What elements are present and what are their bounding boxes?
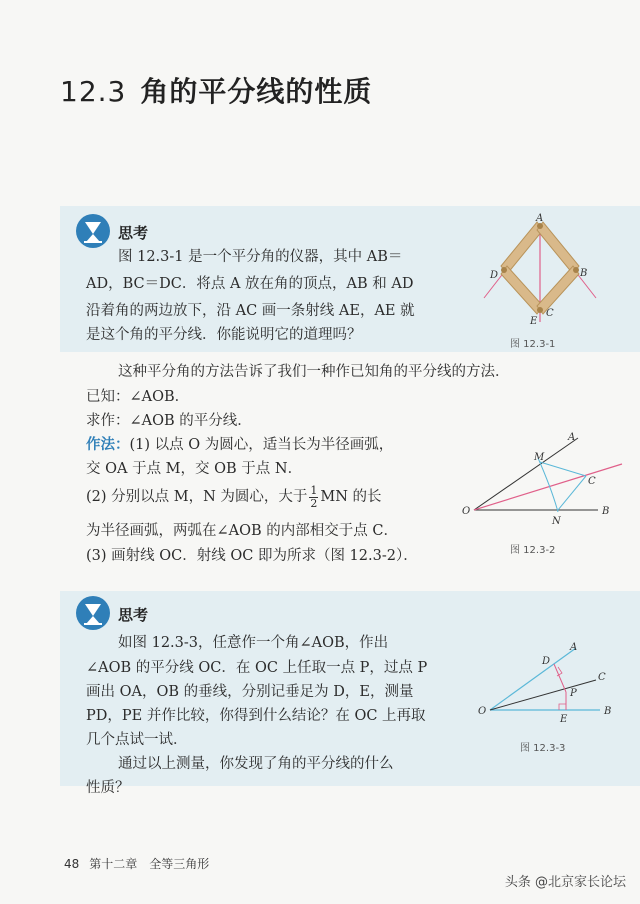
label-n: N [552, 516, 561, 526]
step2-pre: (2) 分别以点 M，N 为圆心，大于 [86, 489, 308, 505]
label-e: E [530, 316, 538, 327]
chapter-title: 全等三角形 [149, 857, 210, 871]
arc-n [558, 476, 586, 510]
watermark: 头条 @北京家长论坛 [504, 875, 626, 890]
ray-oc [474, 464, 622, 510]
think2-line-5: 几个点试一试． [86, 732, 188, 748]
method-construct: 求作：∠AOB 的平分线． [86, 413, 252, 429]
think2-line-6: 通过以上测量，你发现了角的平分线的什么 [118, 756, 394, 772]
figure-12-3-3 [476, 636, 626, 726]
fraction-half [309, 485, 318, 510]
joint-c [537, 307, 543, 313]
think-icon [76, 214, 110, 248]
label-m: M [534, 452, 545, 463]
method-step1a [86, 432, 393, 459]
right-angle-e [559, 704, 566, 710]
chapter-number: 第十二章 [89, 857, 138, 871]
perp-pd [554, 664, 566, 692]
think1-line-3: 沿着角的两边放下，沿 AC 画一条射线 AE，AE 就 [86, 303, 415, 319]
section-title [60, 70, 372, 110]
think1-line-4: 是这个角的平分线．你能说明它的道理吗？ [86, 327, 362, 343]
label-o2: O [462, 506, 471, 517]
method-intro: 这种平分角的方法告诉了我们一种作已知角的平分线的方法． [118, 364, 510, 380]
think-label-1: 思考 [118, 224, 149, 242]
caption-12-3-2: 图 12.3-2 [510, 545, 556, 556]
method-known: 已知：∠AOB． [86, 389, 190, 405]
joint-d [501, 267, 507, 273]
think-label-2: 思考 [118, 606, 149, 624]
label-a: A [536, 213, 544, 224]
label-b: B [580, 268, 588, 279]
label-c2: C [588, 476, 596, 487]
ray-oc3 [490, 680, 596, 710]
label-b2: B [602, 506, 610, 517]
label-d3: D [542, 656, 551, 667]
ray-oa [474, 438, 578, 510]
fraction-denominator: 2 [310, 496, 318, 510]
think-icon-2 [76, 596, 110, 630]
think2-line-3: 画出 OA，OB 的垂线，分别记垂足为 D，E，测量 [86, 684, 414, 700]
label-c: C [546, 308, 554, 319]
label-p3: P [570, 688, 577, 699]
section-number: 12.3 [60, 75, 127, 108]
fraction-numerator: 1 [310, 483, 318, 497]
method-step3: (3) 画射线 OC．射线 OC 即为所求（图 12.3-2）． [86, 548, 418, 564]
caption-12-3-3: 图 12.3-3 [520, 743, 566, 754]
label-a2: A [568, 432, 576, 443]
method-step2b: 为半径画弧，两弧在∠AOB 的内部相交于点 C． [86, 523, 398, 539]
label-d: D [490, 270, 499, 281]
ray-oa3 [490, 648, 576, 710]
think2-line-4: PD，PE 并作比较，你得到什么结论？在 OC 上再取 [86, 708, 426, 724]
think2-line-2: ∠AOB 的平分线 OC．在 OC 上任取一点 P，过点 P [86, 660, 428, 676]
step1-text: (1) 以点 O 为圆心，适当长为半径画弧， [129, 437, 394, 453]
joint-b [573, 267, 579, 273]
method-step1b: 交 OA 于点 M，交 OB 于点 N． [86, 461, 303, 477]
steps-label: 作法： [86, 437, 130, 453]
caption-12-3-1: 图 12.3-1 [510, 339, 556, 350]
think2-line-1: 如图 12.3-3，任意作一个角∠AOB，作出 [118, 635, 389, 651]
label-c3: C [598, 672, 606, 683]
arc-m [540, 462, 586, 476]
step2-post: MN 的长 [320, 489, 382, 505]
label-e3: E [560, 714, 568, 725]
label-a3: A [570, 642, 578, 653]
figure-12-3-2 [456, 426, 626, 526]
label-o3: O [478, 706, 487, 717]
page-number: 48 [64, 857, 80, 871]
method-step2 [86, 484, 382, 511]
figure-12-3-1 [480, 206, 600, 336]
think2-line-7: 性质？ [86, 780, 130, 796]
think1-line-1: 图 12.3-1 是一个平分角的仪器，其中 AB＝ [118, 249, 403, 265]
page-footer [64, 855, 209, 872]
label-b3: B [604, 706, 612, 717]
section-title-text: 角的平分线的性质 [140, 75, 373, 108]
think1-line-2: AD，BC＝DC．将点 A 放在角的顶点，AB 和 AD [86, 276, 414, 292]
